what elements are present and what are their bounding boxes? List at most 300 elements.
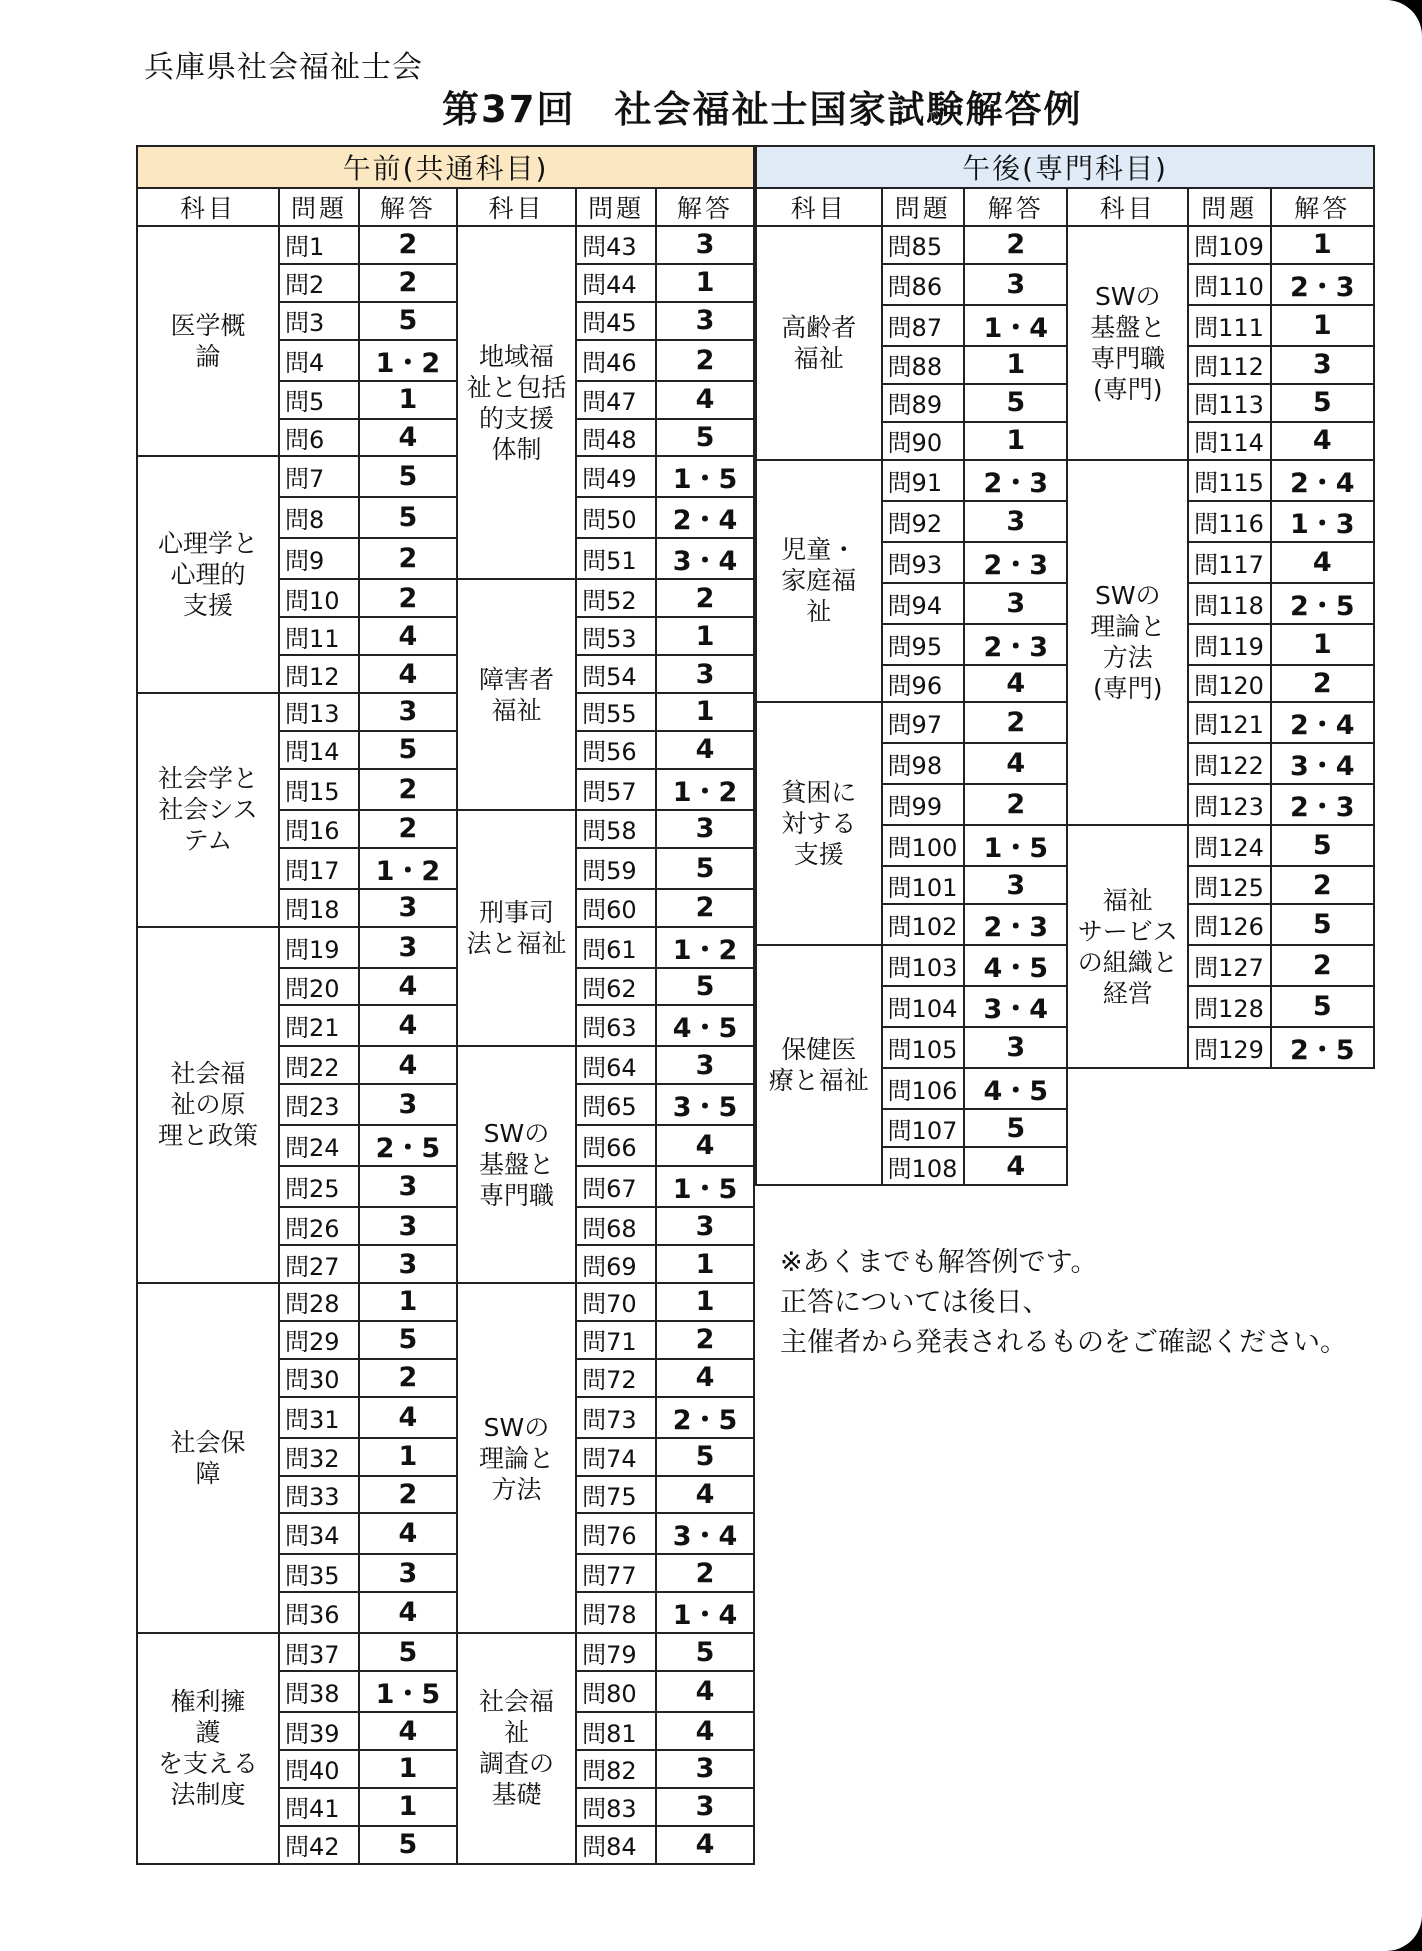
- table-row: [137, 226, 754, 264]
- question-number: 問66: [576, 1125, 656, 1166]
- question-number: 問72: [576, 1359, 656, 1397]
- afternoon-answer-table: [755, 145, 1375, 1186]
- answer-value: 1: [359, 1438, 457, 1476]
- question-number: 問17: [279, 848, 359, 889]
- answer-value: 2: [359, 226, 457, 264]
- question-number: 問42: [279, 1826, 359, 1864]
- answer-value: 5: [359, 1321, 457, 1359]
- subject-name: [137, 456, 279, 693]
- question-number: 問104: [882, 986, 964, 1027]
- question-number: 問105: [882, 1027, 964, 1068]
- answer-column-header: 解答: [359, 188, 457, 226]
- answer-value: 4: [359, 1397, 457, 1438]
- empty-cell: [1067, 1068, 1374, 1185]
- question-number: 問54: [576, 655, 656, 693]
- subject-name: [1067, 825, 1188, 1068]
- answer-value: 1・2: [359, 340, 457, 381]
- note-line: 主催者から発表されるものをご確認ください。: [780, 1327, 1347, 1358]
- question-number: 問82: [576, 1750, 656, 1788]
- question-number: 問55: [576, 693, 656, 731]
- subject-name-line: 理論と: [1090, 612, 1166, 642]
- question-number: 問34: [279, 1513, 359, 1554]
- question-number: 問11: [279, 617, 359, 655]
- answer-value: 2: [1271, 945, 1374, 986]
- question-number: 問5: [279, 381, 359, 419]
- question-number: 問28: [279, 1283, 359, 1321]
- answer-value: 4・5: [964, 1068, 1067, 1109]
- question-number: 問117: [1188, 542, 1270, 583]
- answer-value: 5: [1271, 384, 1374, 422]
- answer-value: 2・4: [1271, 460, 1374, 501]
- subject-name-line: を支える: [157, 1749, 258, 1779]
- table-row: [756, 460, 1374, 501]
- question-number: 問6: [279, 419, 359, 457]
- question-number: 問38: [279, 1671, 359, 1712]
- question-number: 問23: [279, 1084, 359, 1125]
- answer-value: 3・4: [1271, 743, 1374, 784]
- question-number: 問100: [882, 825, 964, 866]
- question-number: 問43: [576, 226, 656, 264]
- answer-value: 4: [656, 381, 754, 419]
- question-number: 問78: [576, 1592, 656, 1633]
- answer-value: 1・2: [656, 769, 754, 810]
- question-number: 問52: [576, 579, 656, 617]
- answer-value: 3・4: [656, 1513, 754, 1554]
- question-number: 問61: [576, 927, 656, 968]
- note-line: ※あくまでも解答例です。: [780, 1247, 1098, 1278]
- question-number: 問68: [576, 1207, 656, 1245]
- answer-value: 3: [964, 264, 1067, 305]
- question-number: 問90: [882, 422, 964, 460]
- question-number: 問70: [576, 1283, 656, 1321]
- subject-name: [1067, 460, 1188, 826]
- answer-value: 4: [359, 617, 457, 655]
- answer-value: 4・5: [656, 1005, 754, 1046]
- question-number: 問73: [576, 1397, 656, 1438]
- answer-value: 2・3: [964, 542, 1067, 583]
- question-number: 問74: [576, 1438, 656, 1476]
- answer-value: 4: [656, 1712, 754, 1750]
- answer-value: 3: [656, 655, 754, 693]
- question-number: 問87: [882, 305, 964, 346]
- subject-name-line: 経営: [1102, 978, 1153, 1008]
- subject-name: [457, 810, 576, 1047]
- answer-value: 4: [359, 419, 457, 457]
- subject-column-header: 科目: [1067, 188, 1188, 226]
- question-number: 問116: [1188, 501, 1270, 542]
- question-number: 問98: [882, 743, 964, 784]
- question-number: 問102: [882, 904, 964, 945]
- question-number: 問65: [576, 1084, 656, 1125]
- question-number: 問94: [882, 583, 964, 624]
- table-row: [756, 226, 1374, 264]
- question-number: 問123: [1188, 784, 1270, 825]
- question-number: 問14: [279, 731, 359, 769]
- answer-value: 2: [964, 226, 1067, 264]
- subject-name: [756, 702, 882, 945]
- answer-value: 2: [359, 1476, 457, 1514]
- subject-name-line: 権利擁: [170, 1687, 246, 1717]
- answer-value: 2: [359, 1359, 457, 1397]
- answer-value: 5: [656, 1438, 754, 1476]
- answer-value: 4: [359, 1592, 457, 1633]
- answer-value: 1: [359, 381, 457, 419]
- question-number: 問119: [1188, 624, 1270, 665]
- answer-column-header: 解答: [964, 188, 1067, 226]
- question-number: 問83: [576, 1788, 656, 1826]
- subject-name: [137, 693, 279, 927]
- subject-name-line: SWの: [483, 1119, 550, 1149]
- question-number: 問32: [279, 1438, 359, 1476]
- question-number: 問111: [1188, 305, 1270, 346]
- question-number: 問107: [882, 1109, 964, 1147]
- question-number: 問53: [576, 617, 656, 655]
- answer-value: 2・4: [1271, 702, 1374, 743]
- answer-value: 2: [1271, 866, 1374, 904]
- subject-name: [457, 1046, 576, 1283]
- question-number: 問10: [279, 579, 359, 617]
- question-number: 問26: [279, 1207, 359, 1245]
- question-number: 問75: [576, 1476, 656, 1514]
- subject-name-line: 福祉: [491, 695, 542, 725]
- subject-name-line: 障: [195, 1459, 221, 1489]
- answer-value: 1: [656, 264, 754, 302]
- subject-name-line: 祉と包括: [466, 372, 567, 402]
- question-number: 問63: [576, 1005, 656, 1046]
- disclaimer-note: [780, 1243, 1347, 1363]
- subject-name-line: 刑事司: [478, 898, 554, 928]
- subject-name-line: サービス: [1077, 916, 1178, 946]
- question-number: 問92: [882, 501, 964, 542]
- question-number: 問85: [882, 226, 964, 264]
- question-number: 問25: [279, 1166, 359, 1207]
- answer-value: 3・4: [656, 538, 754, 579]
- subject-name: [756, 226, 882, 460]
- question-number: 問35: [279, 1554, 359, 1592]
- answer-value: 2: [964, 702, 1067, 743]
- subject-name-line: 祉: [806, 597, 832, 627]
- afternoon-section-header: 午後(専門科目): [756, 146, 1374, 188]
- subject-name-line: 支援: [182, 591, 233, 621]
- subject-name-line: 児童・: [781, 535, 857, 565]
- subject-name-line: (専門): [1093, 674, 1163, 704]
- question-number: 問96: [882, 665, 964, 703]
- question-number: 問46: [576, 340, 656, 381]
- question-number: 問79: [576, 1633, 656, 1671]
- answer-value: 4: [359, 655, 457, 693]
- subject-name: [137, 927, 279, 1284]
- answer-value: 4: [359, 1005, 457, 1046]
- subject-name-line: 障害者: [478, 664, 554, 694]
- question-number: 問64: [576, 1046, 656, 1084]
- answer-value: 1: [1271, 226, 1374, 264]
- answer-value: 4: [656, 1125, 754, 1166]
- subject-name-line: 理論と: [478, 1443, 554, 1473]
- answer-value: 5: [1271, 986, 1374, 1027]
- question-number: 問1: [279, 226, 359, 264]
- question-number: 問58: [576, 810, 656, 848]
- answer-value: 5: [359, 1826, 457, 1864]
- answer-value: 2・5: [359, 1125, 457, 1166]
- question-number: 問101: [882, 866, 964, 904]
- question-number: 問95: [882, 624, 964, 665]
- answer-value: 5: [359, 456, 457, 497]
- question-number: 問120: [1188, 665, 1270, 703]
- answer-value: 3・4: [964, 986, 1067, 1027]
- answer-value: 5: [1271, 904, 1374, 945]
- answer-value: 3: [359, 1207, 457, 1245]
- answer-value: 3: [359, 1554, 457, 1592]
- subject-column-header: 科目: [457, 188, 576, 226]
- question-number: 問81: [576, 1712, 656, 1750]
- question-number: 問19: [279, 927, 359, 968]
- answer-value: 1: [359, 1283, 457, 1321]
- answer-value: 2・3: [964, 904, 1067, 945]
- question-number: 問86: [882, 264, 964, 305]
- table-row: [756, 945, 1374, 986]
- answer-value: 3: [656, 1207, 754, 1245]
- subject-name-line: 社会保: [170, 1428, 246, 1458]
- question-number: 問128: [1188, 986, 1270, 1027]
- subject-name: [756, 460, 882, 703]
- question-number: 問67: [576, 1166, 656, 1207]
- question-number: 問21: [279, 1005, 359, 1046]
- answer-value: 5: [359, 731, 457, 769]
- question-number: 問113: [1188, 384, 1270, 422]
- answer-value: 5: [964, 1109, 1067, 1147]
- answer-value: 3: [359, 1245, 457, 1283]
- question-number: 問125: [1188, 866, 1270, 904]
- question-number: 問71: [576, 1321, 656, 1359]
- answer-value: 4: [656, 1826, 754, 1864]
- subject-name-line: 理と政策: [157, 1121, 258, 1151]
- table-row: [137, 1633, 754, 1671]
- answer-value: 1・2: [359, 848, 457, 889]
- organization-name: 兵庫県社会福祉士会: [144, 50, 423, 85]
- question-column-header: 問題: [279, 188, 359, 226]
- subject-name-line: 療と福祉: [768, 1066, 869, 1096]
- subject-name-line: 祉の原: [170, 1090, 246, 1120]
- subject-name-line: SWの: [1094, 581, 1161, 611]
- subject-name-line: (専門): [1093, 374, 1163, 404]
- answer-value: 5: [964, 384, 1067, 422]
- subject-name-line: 医学概: [170, 311, 246, 341]
- subject-name: [457, 1633, 576, 1863]
- answer-value: 3: [964, 583, 1067, 624]
- subject-name-line: 論: [195, 342, 221, 372]
- subject-name-line: 方法: [1102, 643, 1153, 673]
- question-number: 問3: [279, 302, 359, 340]
- answer-value: 1・5: [656, 1166, 754, 1207]
- subject-name-line: 基礎: [491, 1780, 542, 1810]
- answer-value: 2・3: [1271, 264, 1374, 305]
- answer-value: 1: [1271, 305, 1374, 346]
- question-number: 問76: [576, 1513, 656, 1554]
- answer-value: 1・5: [656, 456, 754, 497]
- subject-column-header: 科目: [756, 188, 882, 226]
- answer-value: 2・5: [656, 1397, 754, 1438]
- answer-value: 2: [359, 579, 457, 617]
- subject-name-line: 家庭福: [781, 566, 857, 596]
- question-number: 問37: [279, 1633, 359, 1671]
- subject-name: [756, 945, 882, 1185]
- answer-value: 2: [656, 889, 754, 927]
- answer-value: 1: [964, 422, 1067, 460]
- subject-name-line: 護: [195, 1718, 221, 1748]
- subject-name-line: 高齢者: [781, 312, 857, 342]
- answer-value: 3: [656, 810, 754, 848]
- question-number: 問108: [882, 1147, 964, 1185]
- answer-value: 1: [1271, 624, 1374, 665]
- answer-value: 5: [656, 419, 754, 457]
- subject-name-line: 支援: [793, 840, 844, 870]
- question-number: 問36: [279, 1592, 359, 1633]
- question-number: 問20: [279, 968, 359, 1006]
- answer-value: 3: [1271, 346, 1374, 384]
- question-number: 問31: [279, 1397, 359, 1438]
- answer-value: 3: [359, 889, 457, 927]
- answer-value: 5: [656, 848, 754, 889]
- subject-name-line: 法と福祉: [466, 929, 567, 959]
- question-number: 問89: [882, 384, 964, 422]
- answer-value: 5: [359, 497, 457, 538]
- subject-name-line: 保健医: [781, 1035, 857, 1065]
- answer-value: 2: [359, 810, 457, 848]
- question-number: 問8: [279, 497, 359, 538]
- question-number: 問124: [1188, 825, 1270, 866]
- answer-value: 5: [656, 1633, 754, 1671]
- answer-value: 4: [964, 743, 1067, 784]
- answer-value: 1: [656, 1245, 754, 1283]
- subject-name-line: 社会学と: [157, 764, 258, 794]
- answer-value: 3: [964, 866, 1067, 904]
- table-row: [756, 702, 1374, 743]
- answer-value: 4: [1271, 542, 1374, 583]
- answer-column-header: 解答: [1271, 188, 1374, 226]
- morning-answer-table: [136, 145, 755, 1865]
- answer-value: 1: [359, 1750, 457, 1788]
- question-number: 問18: [279, 889, 359, 927]
- question-number: 問49: [576, 456, 656, 497]
- note-line: 正答については後日、: [780, 1287, 1050, 1318]
- question-number: 問41: [279, 1788, 359, 1826]
- subject-name-line: 祉: [503, 1718, 529, 1748]
- answer-value: 5: [1271, 825, 1374, 866]
- answer-value: 1・4: [656, 1592, 754, 1633]
- question-column-header: 問題: [576, 188, 656, 226]
- question-number: 問80: [576, 1671, 656, 1712]
- subject-name-line: の組織と: [1077, 947, 1178, 977]
- question-number: 問50: [576, 497, 656, 538]
- subject-name-line: 社会福: [478, 1687, 554, 1717]
- question-number: 問60: [576, 889, 656, 927]
- answer-value: 1: [656, 1283, 754, 1321]
- question-column-header: 問題: [882, 188, 964, 226]
- question-number: 問106: [882, 1068, 964, 1109]
- answer-value: 2・5: [1271, 1027, 1374, 1068]
- answer-value: 1: [964, 346, 1067, 384]
- subject-name-line: 調査の: [478, 1749, 554, 1779]
- answer-value: 3: [656, 1750, 754, 1788]
- question-number: 問22: [279, 1046, 359, 1084]
- question-number: 問126: [1188, 904, 1270, 945]
- morning-section-header: 午前(共通科目): [137, 146, 754, 188]
- question-number: 問122: [1188, 743, 1270, 784]
- question-number: 問7: [279, 456, 359, 497]
- answer-value: 1・3: [1271, 501, 1374, 542]
- subject-name-line: 基盤と: [1090, 312, 1166, 342]
- answer-value: 2: [359, 538, 457, 579]
- answer-column-header: 解答: [656, 188, 754, 226]
- question-number: 問77: [576, 1554, 656, 1592]
- question-number: 問56: [576, 731, 656, 769]
- subject-name-line: 専門職: [1090, 343, 1166, 373]
- answer-value: 4: [964, 1147, 1067, 1185]
- question-number: 問118: [1188, 583, 1270, 624]
- answer-value: 1: [656, 693, 754, 731]
- answer-value: 3: [359, 693, 457, 731]
- page-title: 第37回 社会福祉士国家試験解答例: [442, 88, 1083, 131]
- question-number: 問12: [279, 655, 359, 693]
- answer-value: 4・5: [964, 945, 1067, 986]
- subject-name: [137, 1283, 279, 1633]
- subject-name-line: 的支援: [478, 403, 554, 433]
- answer-value: 3: [964, 1027, 1067, 1068]
- answer-value: 2・3: [964, 460, 1067, 501]
- subject-name-line: テム: [183, 826, 233, 856]
- answer-value: 3: [964, 501, 1067, 542]
- answer-value: 4: [359, 968, 457, 1006]
- answer-value: 4: [656, 1476, 754, 1514]
- subject-name-line: 貧困に: [781, 778, 857, 808]
- answer-value: 2・5: [1271, 583, 1374, 624]
- question-number: 問57: [576, 769, 656, 810]
- question-number: 問44: [576, 264, 656, 302]
- question-number: 問30: [279, 1359, 359, 1397]
- question-number: 問51: [576, 538, 656, 579]
- subject-name: [457, 579, 576, 809]
- question-number: 問110: [1188, 264, 1270, 305]
- answer-value: 2: [656, 1554, 754, 1592]
- question-number: 問45: [576, 302, 656, 340]
- subject-name: [137, 226, 279, 456]
- question-number: 問2: [279, 264, 359, 302]
- answer-value: 2: [359, 264, 457, 302]
- answer-value: 1・2: [656, 927, 754, 968]
- subject-name: [137, 1633, 279, 1863]
- answer-value: 4: [656, 1671, 754, 1712]
- answer-value: 3: [656, 1046, 754, 1084]
- answer-value: 3・5: [656, 1084, 754, 1125]
- answer-value: 5: [656, 968, 754, 1006]
- answer-value: 2・3: [964, 624, 1067, 665]
- table-row: [137, 927, 754, 968]
- answer-value: 2: [1271, 665, 1374, 703]
- answer-value: 3: [359, 927, 457, 968]
- answer-value: 3: [359, 1166, 457, 1207]
- answer-value: 3: [656, 226, 754, 264]
- question-number: 問115: [1188, 460, 1270, 501]
- subject-name-line: SWの: [483, 1412, 550, 1442]
- question-number: 問127: [1188, 945, 1270, 986]
- answer-value: 2: [964, 784, 1067, 825]
- question-number: 問15: [279, 769, 359, 810]
- question-number: 問62: [576, 968, 656, 1006]
- question-number: 問91: [882, 460, 964, 501]
- answer-value: 1・5: [964, 825, 1067, 866]
- table-row: [137, 693, 754, 731]
- question-number: 問114: [1188, 422, 1270, 460]
